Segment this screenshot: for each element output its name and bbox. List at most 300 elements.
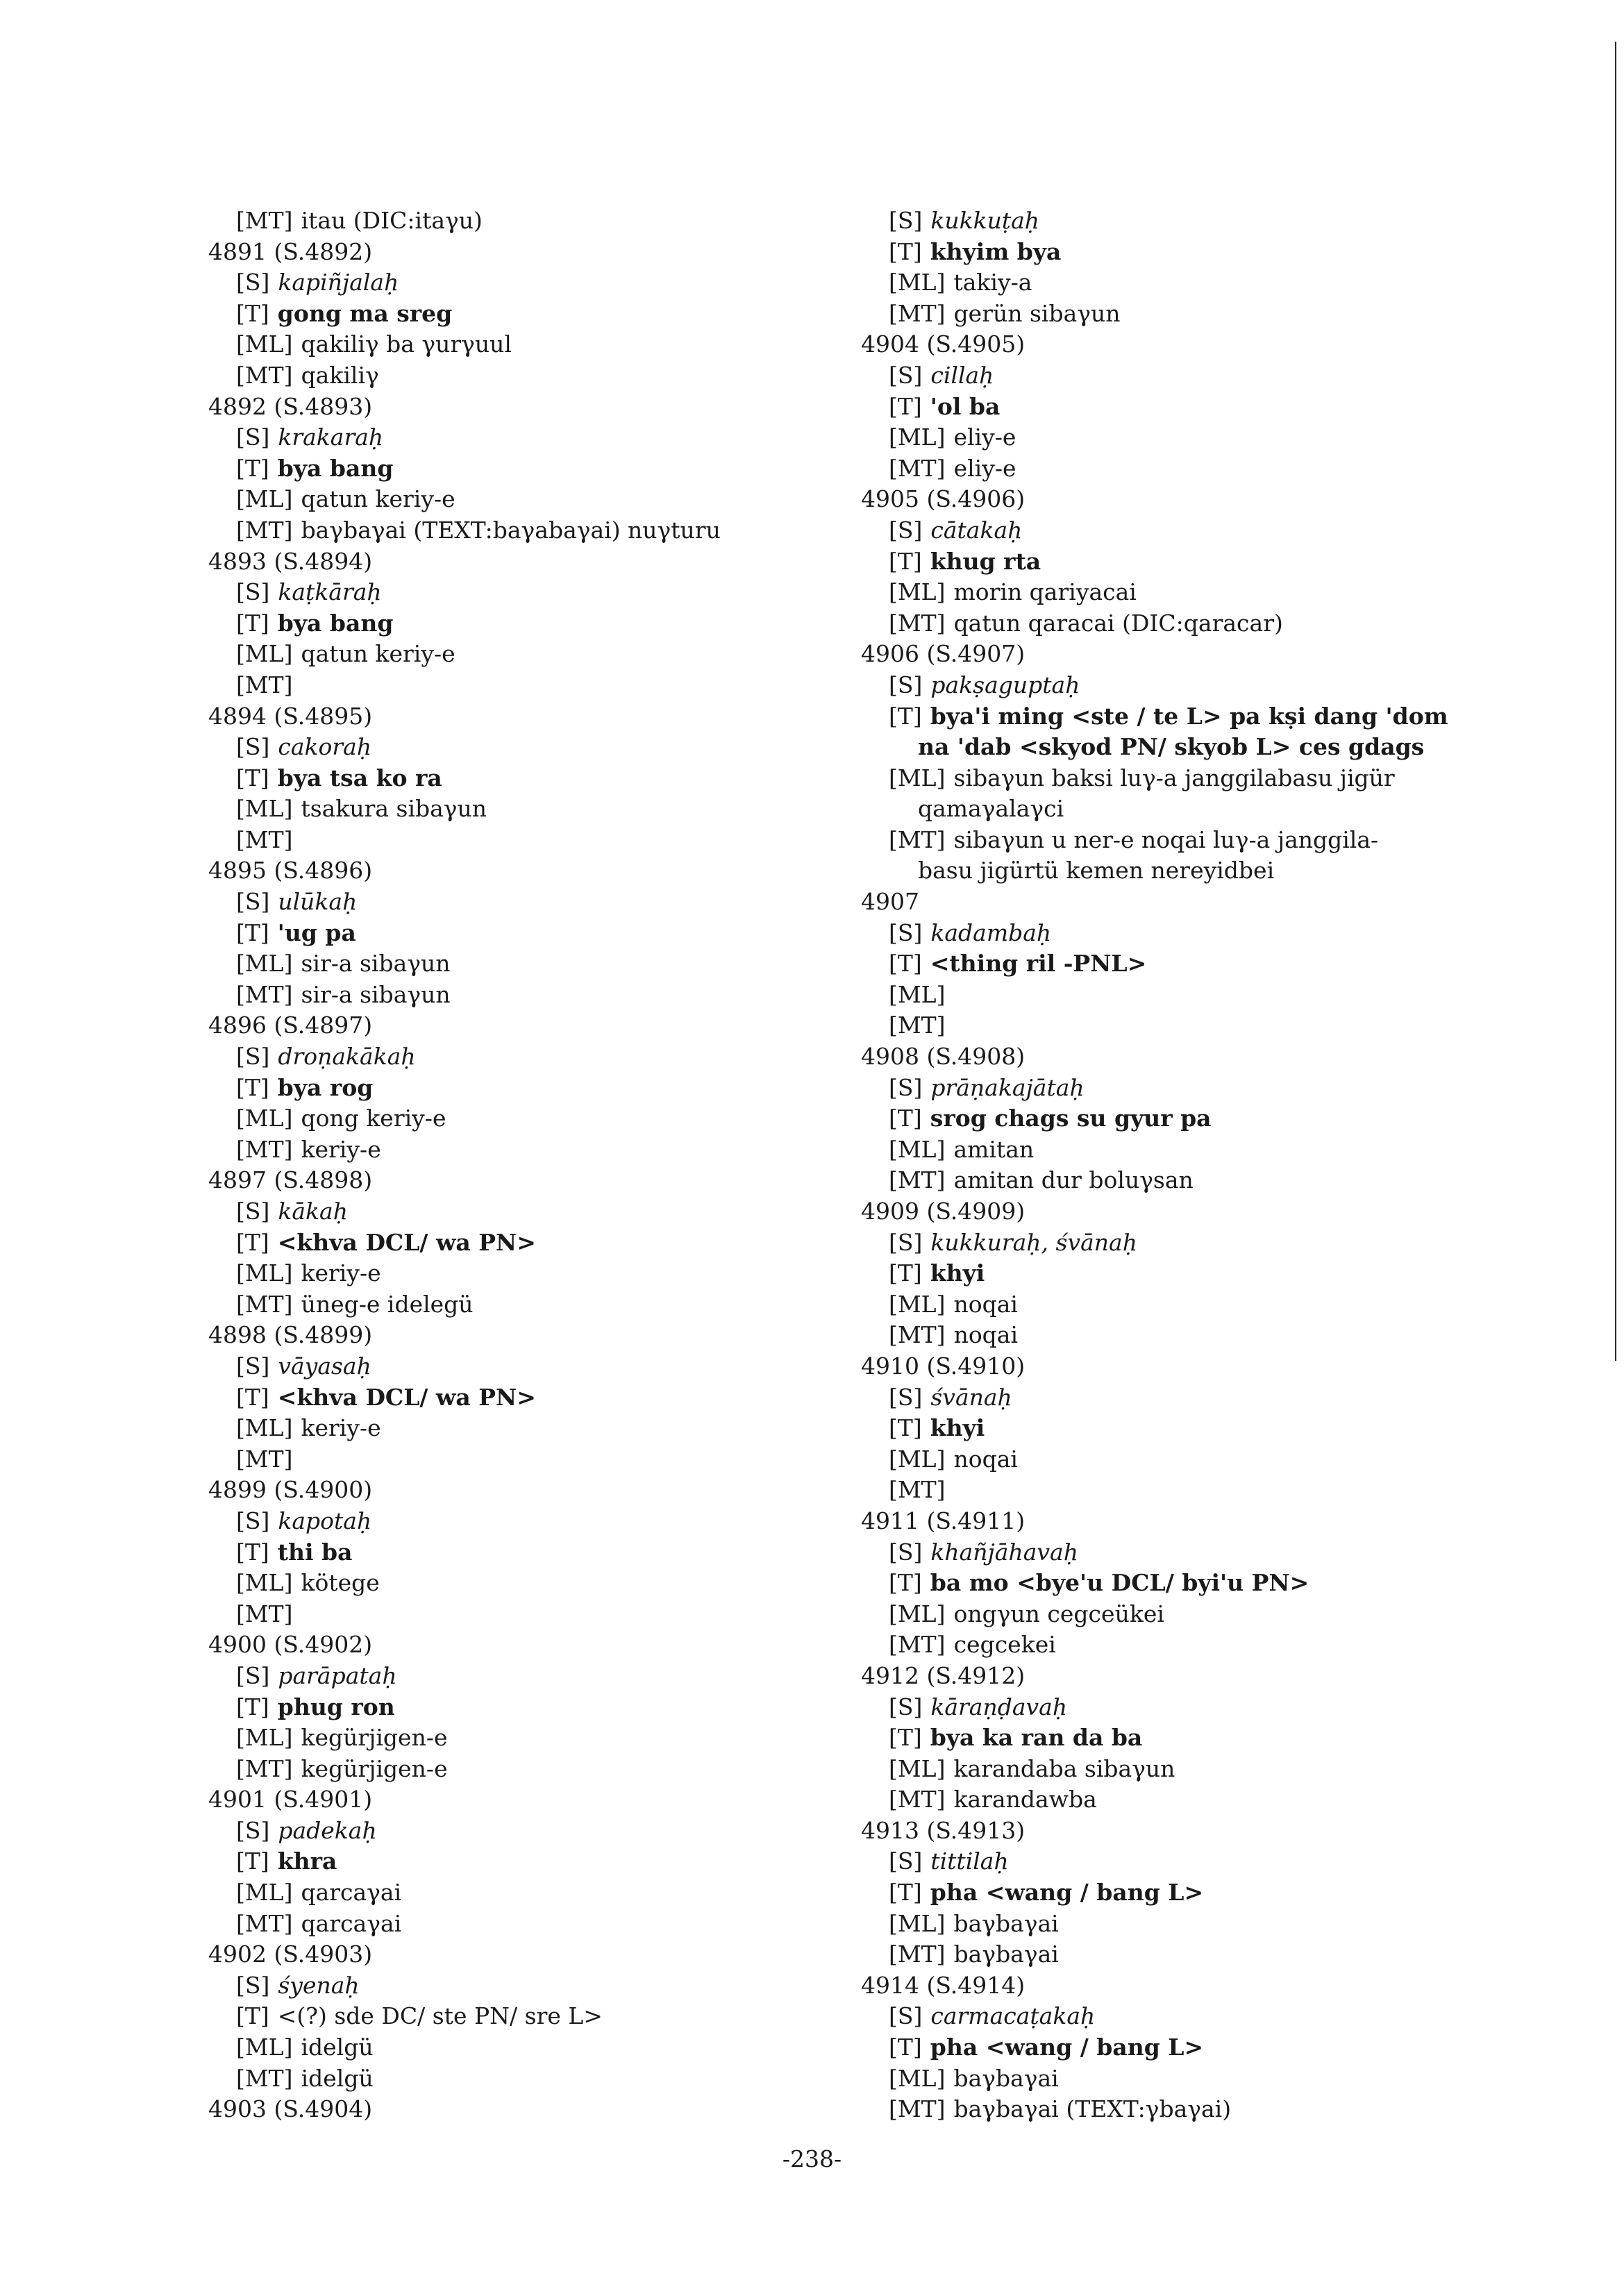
field-line: [208, 1537, 819, 1568]
field-line: [861, 1444, 1597, 1475]
field-tag: [ML]: [236, 330, 293, 358]
mongolian-term: kegürjigen-e: [301, 1724, 448, 1752]
mongolian-term: qatun keriy-e: [301, 640, 455, 668]
mongolian-term: qatun qaracai (DIC:qaracar): [953, 609, 1283, 637]
field-tag: [T]: [889, 950, 922, 978]
mongolian-term: sibaγun u ner-e noqai luγ-a janggila-: [953, 826, 1379, 853]
mongolian-term: idelgü: [301, 2034, 374, 2061]
field-tag: [S]: [889, 1073, 923, 1101]
field-tag: [MT]: [236, 1754, 293, 1782]
tibetan-term: 'ol ba: [930, 392, 1001, 420]
field-tag: [S]: [236, 578, 270, 606]
field-line: [861, 1413, 1597, 1444]
entry-number: [861, 639, 1597, 670]
tibetan-term: gong ma sreg: [277, 299, 453, 327]
field-tag: [MT]: [889, 1941, 946, 1968]
field-tag: [MT]: [236, 1290, 293, 1318]
field-tag: [S]: [236, 888, 270, 916]
field-line: [861, 1289, 1597, 1321]
sanskrit-term: kukkuṭaḥ: [930, 207, 1040, 234]
field-line: [208, 1413, 819, 1444]
field-tag: [T]: [236, 1073, 269, 1101]
entry-label: 4911 (S.4911): [861, 1507, 1026, 1534]
field-tag: [MT]: [236, 1909, 293, 1937]
field-line: [208, 887, 819, 918]
continuation-line: [861, 794, 1597, 825]
entry-number: [861, 1041, 1597, 1073]
field-tag: [S]: [236, 1198, 270, 1225]
field-line: [861, 1939, 1597, 1970]
sanskrit-term: carmacaṭakaḥ: [930, 2002, 1096, 2030]
tibetan-term: pha <wang / bang L>: [930, 1879, 1204, 1907]
entry-label: 4895 (S.4896): [208, 857, 373, 885]
field-line: [861, 1382, 1597, 1414]
sanskrit-term: kākaḥ: [278, 1198, 348, 1225]
mongolian-term: kötege: [301, 1569, 380, 1597]
field-line: [208, 948, 819, 980]
field-tag: [ML]: [236, 1724, 293, 1752]
tibetan-term: khug rta: [930, 547, 1041, 575]
field-line: [208, 1289, 819, 1321]
field-tag: [ML]: [889, 764, 946, 791]
sanskrit-term: vāyasaḥ: [278, 1352, 371, 1380]
field-tag: [S]: [889, 516, 923, 544]
field-tag: [ML]: [889, 1600, 946, 1627]
mongolian-term: amitan: [953, 1135, 1035, 1163]
continuation-line: [861, 855, 1597, 887]
field-line: [861, 360, 1597, 392]
field-tag: [ML]: [889, 1754, 946, 1782]
entry-number: [208, 1010, 819, 1041]
field-line: [861, 2094, 1597, 2125]
field-line: [208, 732, 819, 763]
field-tag: [T]: [889, 1724, 922, 1752]
sanskrit-term: kukkuraḥ, śvānaḥ: [930, 1228, 1137, 1256]
sanskrit-term: droṇakākaḥ: [278, 1043, 416, 1071]
field-tag: [S]: [236, 1507, 270, 1534]
tibetan-term: 'ug pa: [277, 919, 356, 946]
entry-label: 4912 (S.4912): [861, 1661, 1026, 1689]
field-line: [861, 299, 1597, 330]
field-tag: [S]: [889, 1383, 923, 1411]
field-tag: [T]: [889, 547, 922, 575]
entry-number: [861, 1661, 1597, 1692]
mongolian-term: ongγun cegceükei: [953, 1600, 1164, 1627]
field-tag: [S]: [236, 269, 270, 296]
field-line: [861, 546, 1597, 578]
field-line: [861, 1599, 1597, 1630]
field-tag: [MT]: [889, 1631, 946, 1659]
field-tag: [MT]: [236, 1135, 293, 1163]
sanskrit-term: kapotaḥ: [278, 1507, 372, 1534]
sanskrit-term: kapiñjalaḥ: [278, 269, 399, 296]
entry-number: [208, 1939, 819, 1970]
entry-label: 4907: [861, 888, 919, 916]
field-line: [208, 1444, 819, 1475]
mongolian-term: noqai: [953, 1445, 1018, 1473]
entry-label: 4906 (S.4907): [861, 640, 1026, 668]
mongolian-term: qarcaγai: [301, 1879, 402, 1907]
mongolian-term: gerün sibaγun: [953, 299, 1121, 327]
entry-label: 4908 (S.4908): [861, 1043, 1026, 1071]
field-tag: [S]: [236, 424, 270, 451]
field-tag: [T]: [236, 2002, 269, 2030]
field-tag: [ML]: [889, 1290, 946, 1318]
tibetan-term: bya bang: [277, 609, 394, 637]
field-tag: [ML]: [889, 578, 946, 606]
field-tag: [T]: [236, 764, 269, 791]
field-tag: [S]: [889, 1228, 923, 1256]
field-tag: [T]: [236, 609, 269, 637]
field-line: [208, 1970, 819, 2002]
tibetan-term: thi ba: [277, 1538, 353, 1566]
field-line: [861, 670, 1597, 701]
entry-number: [861, 484, 1597, 515]
field-tag: [T]: [889, 1879, 922, 1907]
entry-label: 4897 (S.4898): [208, 1166, 373, 1194]
entry-label: 4913 (S.4913): [861, 1816, 1026, 1844]
field-tag: [S]: [889, 1847, 923, 1875]
field-tag: [S]: [236, 1352, 270, 1380]
tibetan-term: srog chags su gyur pa: [930, 1105, 1212, 1132]
entry-label: 4892 (S.4893): [208, 392, 373, 420]
field-tag: [MT]: [236, 1600, 293, 1627]
field-line: [208, 608, 819, 639]
field-line: [861, 1103, 1597, 1134]
field-line: [861, 1909, 1597, 1940]
entry-label: 4909 (S.4909): [861, 1198, 1026, 1225]
field-tag: [ML]: [236, 1259, 293, 1287]
entry-label: 4903 (S.4904): [208, 2095, 373, 2123]
mongolian-term: itau (DIC:itaγu): [301, 207, 483, 234]
mongolian-term: qatun keriy-e: [301, 485, 455, 513]
tibetan-term: pha <wang / bang L>: [930, 2034, 1204, 2061]
sanskrit-term: krakaraḥ: [278, 424, 384, 451]
field-tag: [MT]: [889, 1786, 946, 1813]
field-line: [861, 1784, 1597, 1816]
tibetan-term: <(?) sde DC/ ste PN/ sre L>: [277, 2002, 603, 2030]
field-line: [208, 1754, 819, 1785]
field-tag: [T]: [889, 237, 922, 265]
field-line: [861, 763, 1597, 794]
entry-number: [861, 1196, 1597, 1227]
field-tag: [ML]: [889, 1909, 946, 1937]
entry-number: [208, 1475, 819, 1506]
entry-label: 4914 (S.4914): [861, 1971, 1026, 1999]
field-tag: [S]: [889, 671, 923, 698]
field-tag: [S]: [236, 1661, 270, 1689]
right-column: [861, 206, 1597, 2125]
sanskrit-term: parāpataḥ: [278, 1661, 397, 1689]
field-line: [208, 1196, 819, 1227]
mongolian-term: baγbaγai (TEXT:baγabaγai) nuγturu: [301, 516, 721, 544]
entry-label: 4901 (S.4901): [208, 1786, 373, 1813]
field-line: [208, 1351, 819, 1382]
sanskrit-term: khañjāhavaḥ: [930, 1538, 1078, 1566]
tibetan-term: bya tsa ko ra: [277, 764, 442, 791]
field-line: [861, 392, 1597, 423]
page-number: -238-: [782, 2145, 842, 2172]
mongolian-term: morin qariyacai: [953, 578, 1137, 606]
field-tag: [MT]: [236, 2064, 293, 2092]
field-tag: [MT]: [889, 454, 946, 482]
tibetan-term: khra: [277, 1847, 337, 1875]
tibetan-term: <khva DCL/ wa PN>: [277, 1383, 536, 1411]
field-line: [208, 1816, 819, 1847]
field-line: [208, 267, 819, 299]
field-line: [861, 1475, 1597, 1506]
entry-label: 4900 (S.4902): [208, 1631, 373, 1659]
field-tag: [T]: [236, 1383, 269, 1411]
sanskrit-term: cātakaḥ: [930, 516, 1023, 544]
field-tag: [MT]: [889, 1166, 946, 1194]
field-tag: [MT]: [889, 1476, 946, 1504]
field-tag: [ML]: [889, 980, 946, 1008]
field-line: [208, 980, 819, 1011]
entry-number: [861, 329, 1597, 360]
entry-number: [208, 855, 819, 887]
field-line: [208, 2032, 819, 2063]
field-line: [861, 918, 1597, 949]
field-tag: [MT]: [236, 980, 293, 1008]
mongolian-term: baγbaγai: [953, 1909, 1059, 1937]
field-tag: [S]: [236, 1043, 270, 1071]
entry-label: 4904 (S.4905): [861, 330, 1026, 358]
field-tag: [MT]: [236, 361, 293, 389]
field-tag: [ML]: [236, 1569, 293, 1597]
mongolian-term: karandaba sibaγun: [953, 1754, 1175, 1782]
field-line: [861, 267, 1597, 299]
entry-number: [208, 237, 819, 268]
field-line: [208, 329, 819, 360]
field-tag: [MT]: [889, 299, 946, 327]
field-tag: [S]: [889, 207, 923, 234]
field-line: [208, 2063, 819, 2095]
entry-number: [861, 1816, 1597, 1847]
field-line: [208, 1258, 819, 1289]
field-tag: [MT]: [236, 516, 293, 544]
field-line: [208, 206, 819, 237]
field-line: [208, 1382, 819, 1414]
mongolian-term: sir-a sibaγun: [301, 950, 451, 978]
field-tag: [T]: [889, 392, 922, 420]
entry-number: [208, 2094, 819, 2125]
field-line: [208, 1568, 819, 1599]
field-line: [861, 2032, 1597, 2063]
field-tag: [T]: [236, 299, 269, 327]
sanskrit-term: pakṣaguptaḥ: [930, 671, 1080, 698]
field-tag: [ML]: [889, 1135, 946, 1163]
field-line: [208, 1103, 819, 1134]
field-line: [861, 453, 1597, 485]
field-line: [861, 948, 1597, 980]
field-tag: [ML]: [889, 1445, 946, 1473]
field-line: [861, 1258, 1597, 1289]
entry-number: [861, 887, 1597, 918]
mongolian-term: baγbaγai: [953, 2064, 1059, 2092]
field-line: [861, 1568, 1597, 1599]
field-line: [208, 360, 819, 392]
mongolian-term: cegcekei: [953, 1631, 1056, 1659]
field-line: [208, 794, 819, 825]
entry-label: 4899 (S.4900): [208, 1476, 373, 1504]
field-line: [861, 237, 1597, 268]
field-line: [208, 918, 819, 949]
field-line: [208, 1877, 819, 1909]
field-line: [861, 825, 1597, 856]
field-line: [208, 1723, 819, 1754]
field-tag: [T]: [889, 1105, 922, 1132]
field-tag: [S]: [889, 2002, 923, 2030]
field-line: [208, 1846, 819, 1877]
field-line: [861, 608, 1597, 639]
field-line: [208, 484, 819, 515]
mongolian-term: keriy-e: [301, 1259, 381, 1287]
field-line: [861, 577, 1597, 608]
mongolian-term: eliy-e: [953, 454, 1016, 482]
tibetan-term: khyim bya: [930, 237, 1062, 265]
field-line: [208, 639, 819, 670]
entry-number: [861, 1506, 1597, 1537]
entry-number: [208, 1165, 819, 1196]
entry-label: 4910 (S.4910): [861, 1352, 1026, 1380]
entry-number: [208, 1784, 819, 1816]
field-tag: [MT]: [889, 1012, 946, 1039]
mongolian-term: amitan dur boluγsan: [953, 1166, 1194, 1194]
mongolian-term: karandawba: [953, 1786, 1097, 1813]
field-tag: [ML]: [236, 1414, 293, 1442]
mongolian-term: sibaγun baksi luγ-a janggilabasu jigür: [953, 764, 1395, 791]
field-tag: [T]: [236, 454, 269, 482]
field-tag: [T]: [236, 1847, 269, 1875]
field-line: [208, 1073, 819, 1104]
field-line: [861, 206, 1597, 237]
field-line: [208, 1661, 819, 1692]
field-line: [861, 2001, 1597, 2032]
field-tag: [MT]: [889, 609, 946, 637]
field-line: [208, 1692, 819, 1723]
field-line: [861, 1846, 1597, 1877]
field-line: [208, 1041, 819, 1073]
tibetan-term: bya bang: [277, 454, 394, 482]
field-tag: [ML]: [889, 424, 946, 451]
field-tag: [ML]: [236, 795, 293, 823]
field-line: [208, 1227, 819, 1259]
field-tag: [ML]: [236, 485, 293, 513]
left-column: [208, 206, 819, 2125]
sanskrit-term: tittilaḥ: [930, 1847, 1009, 1875]
field-tag: [T]: [889, 1414, 922, 1442]
field-tag: [ML]: [236, 2034, 293, 2061]
tibetan-term: ba mo <bye'u DCL/ byi'u PN>: [930, 1569, 1309, 1597]
field-tag: [S]: [889, 919, 923, 946]
field-line: [861, 1165, 1597, 1196]
field-tag: [S]: [889, 361, 923, 389]
sanskrit-term: cakoraḥ: [278, 733, 372, 761]
mongolian-term: qakiliγ: [301, 361, 379, 389]
sanskrit-term: kaṭkāraḥ: [278, 578, 382, 606]
entry-label: 4905 (S.4906): [861, 485, 1026, 513]
field-line: [208, 1599, 819, 1630]
tibetan-term: khyi: [930, 1414, 985, 1442]
mongolian-term: kegürjigen-e: [301, 1754, 448, 1782]
mongolian-term: sir-a sibaγun: [301, 980, 451, 1008]
field-tag: [T]: [236, 1228, 269, 1256]
tibetan-term: <khva DCL/ wa PN>: [277, 1228, 536, 1256]
sanskrit-term: kadambaḥ: [930, 919, 1052, 946]
field-line: [208, 825, 819, 856]
field-tag: [S]: [889, 1538, 923, 1566]
field-tag: [T]: [889, 1259, 922, 1287]
entry-number: [861, 1351, 1597, 1382]
field-line: [861, 515, 1597, 546]
entry-number: [208, 1629, 819, 1661]
field-tag: [S]: [236, 733, 270, 761]
tibetan-term: <thing ril -PNL>: [930, 950, 1147, 978]
field-tag: [MT]: [236, 1445, 293, 1473]
field-line: [861, 1877, 1597, 1909]
tibetan-term: bya ka ran da ba: [930, 1724, 1143, 1752]
entry-number: [208, 392, 819, 423]
field-line: [861, 1320, 1597, 1351]
field-tag: [T]: [236, 1538, 269, 1566]
field-line: [208, 1134, 819, 1166]
mongolian-term: idelgü: [301, 2064, 374, 2092]
tibetan-term: khyi: [930, 1259, 985, 1287]
field-tag: [S]: [889, 1693, 923, 1720]
mongolian-term: qakiliγ ba γurγuul: [301, 330, 512, 358]
mongolian-term: baγbaγai: [953, 1941, 1059, 1968]
tibetan-term: bya rog: [277, 1073, 374, 1101]
mongolian-term: noqai: [953, 1290, 1018, 1318]
field-tag: [ML]: [236, 1879, 293, 1907]
sanskrit-term: padekaḥ: [278, 1816, 377, 1844]
entry-label: 4898 (S.4899): [208, 1321, 373, 1349]
entry-label: 4894 (S.4895): [208, 702, 373, 730]
field-tag: [T]: [889, 1569, 922, 1597]
field-line: [208, 1909, 819, 1940]
mongolian-term: qamaγalaγci: [918, 795, 1064, 823]
mongolian-term: baγbaγai (TEXT:γbaγai): [953, 2095, 1232, 2123]
field-line: [861, 701, 1597, 732]
entry-number: [208, 701, 819, 732]
field-line: [861, 2063, 1597, 2095]
field-line: [861, 1537, 1597, 1568]
entry-number: [861, 1970, 1597, 2002]
field-line: [861, 1692, 1597, 1723]
mongolian-term: takiy-a: [953, 269, 1032, 296]
field-line: [208, 2001, 819, 2032]
mongolian-term: keriy-e: [301, 1414, 381, 1442]
entry-label: 4896 (S.4897): [208, 1012, 373, 1039]
field-tag: [ML]: [889, 269, 946, 296]
field-tag: [ML]: [236, 950, 293, 978]
field-line: [208, 422, 819, 453]
sanskrit-term: śvānaḥ: [930, 1383, 1012, 1411]
field-tag: [MT]: [889, 2095, 946, 2123]
field-line: [861, 1010, 1597, 1041]
field-line: [208, 763, 819, 794]
field-tag: [ML]: [236, 640, 293, 668]
page-edge-line: [1615, 42, 1616, 1361]
tibetan-term: phug ron: [277, 1693, 395, 1720]
field-line: [208, 515, 819, 546]
field-line: [861, 1723, 1597, 1754]
field-tag: [ML]: [236, 1105, 293, 1132]
tibetan-term: bya'i ming <ste / te L> pa kṣi dang 'dom: [930, 702, 1448, 730]
mongolian-term: keriy-e: [301, 1135, 381, 1163]
entry-label: 4902 (S.4903): [208, 1941, 373, 1968]
